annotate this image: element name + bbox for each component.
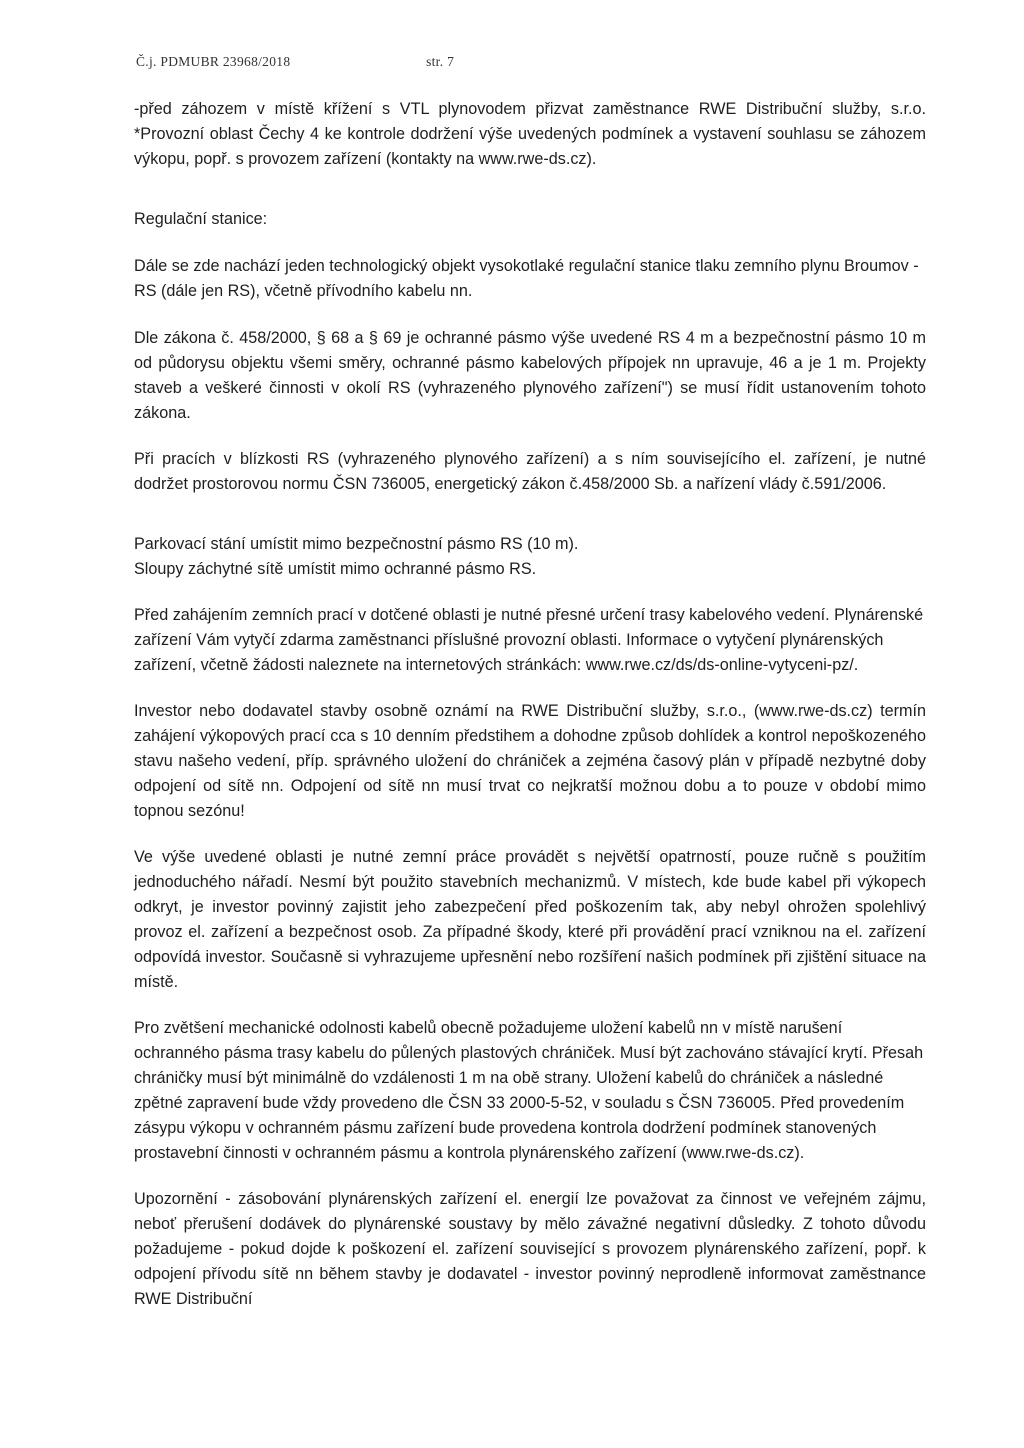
- paragraph-cable-protection: Pro zvětšení mechanické odolnosti kabelů obecně požadujeme uložení kabelů nn v místě narušení ochranného pásma trasy kabelu do půlených plastových chrániček. Musí být zachováno stávající krytí. Přesah chráničky musí být minimálně do vzdálenosti 1 m na obě strany. Uložení kabelů do chrániček a následné zpětné zapravení bude vždy provedeno dle ČSN 33 2000-5-52, v souladu s ČSN 736005. Před provedením zásypu výkopu v ochranném pásmu zařízení bude provedena kontrola dodržení podmínek stanovených prostavební činnosti v ochranném pásmu a kontrola plynárenského zařízení (www.rwe-ds.cz).: [134, 1019, 924, 1162]
- paragraph-warning-supply: Upozornění - zásobování plynárenských zařízení el. energií lze považovat za činnost ve veřejném zájmu, neboť přerušení dodávek do plynárenské soustavy by mělo závažné negativní důsledky. Z tohoto důvodu požadujeme - pokud dojde k poškození el. zařízení související s provozem plynárenského zařízení, popř. k odpojení přívodu sítě nn během stavby je dodavatel - investor povinný neprodleně informovat zaměstnance RWE Distribuční: [134, 1190, 926, 1308]
- paragraph-station-description: Dále se zde nachází jeden technologický objekt vysokotlaké regulační stanice tlaku zemního plynu Broumov - RS (dále jen RS), včetně přívodního kabelu nn.: [134, 257, 919, 300]
- document-reference: Č.j. PDMUBR 23968/2018: [136, 54, 291, 69]
- paragraph-safety-net-poles: Sloupy záchytné sítě umístit mimo ochranné pásmo RS.: [134, 560, 537, 578]
- document-body: [134, 97, 926, 1312]
- page-header: [136, 54, 454, 70]
- paragraph-work-near-rs: Při pracích v blízkosti RS (vyhrazeného plynového zařízení) a s ním souvisejícího el. zařízení, je nutné dodržet prostorovou normu ČSN 736005, energetický zákon č.458/2000 Sb. a nařízení vlády č.591/2006.: [134, 450, 926, 493]
- page-number: str. 7: [426, 54, 455, 69]
- paragraph-intro-inspection: -před záhozem v místě křížení s VTL plynovodem přizvat zaměstnance RWE Distribuční služby, s.r.o. *Provozní oblast Čechy 4 ke kontrole dodržení výše uvedených podmínek a vystavení souhlasu se záhozem výkopu, popř. s provozem zařízení (kontakty na www.rwe-ds.cz).: [134, 100, 926, 168]
- section-heading-regulation-station: Regulační stanice:: [134, 210, 268, 228]
- paragraph-protection-zone-law: Dle zákona č. 458/2000, § 68 a § 69 je ochranné pásmo výše uvedené RS 4 m a bezpečnostní pásmo 10 m od půdorysu objektu všemi směry, ochranné pásmo kabelových přípojek nn upravuje, 46 a je 1 m. Projekty staveb a veškeré činnosti v okolí RS (vyhrazeného plynového zařízení") se musí řídit ustanovením tohoto zákona.: [134, 329, 926, 422]
- paragraph-investor-notice: Investor nebo dodavatel stavby osobně oznámí na RWE Distribuční služby, s.r.o., (www.rwe-ds.cz) termín zahájení výkopových prací cca s 10 denním předstihem a dohodne způsob dohlídek a kontrol nepoškozeného stavu našeho vedení, příp. správného uložení do chrániček a zejména časový plán v případě nezbytné doby odpojení od sítě nn. Odpojení od sítě nn musí trvat co nejkratší možnou dobu a to pouze v období mimo topnou sezónu!: [134, 702, 926, 820]
- paragraph-parking: Parkovací stání umístit mimo bezpečnostní pásmo RS (10 m).: [134, 535, 579, 553]
- paragraph-cable-routing: Před zahájením zemních prací v dotčené oblasti je nutné přesné určení trasy kabelového vedení. Plynárenské zařízení Vám vytyčí zdarma zaměstnanci příslušné provozní oblasti. Informace o vytyčení plynárenských zařízení, včetně žádosti naleznete na internetových stránkách: www.rwe.cz/ds/ds-online-vytyceni-pz/.: [134, 606, 924, 674]
- paragraph-excavation-care: Ve výše uvedené oblasti je nutné zemní práce provádět s největší opatrností, pouze ručně s použitím jednoduchého nářadí. Nesmí být použito stavebních mechanizmů. V místech, kde bude kabel při výkopech odkryt, je investor povinný zajistit jeho zabezpečení před poškozením tak, aby nebyl ohrožen spolehlivý provoz el. zařízení a bezpečnost osob. Za případné škody, které při provádění prací vzniknou na el. zařízení odpovídá investor. Současně si vyhrazujeme upřesnění nebo rozšíření našich podmínek při zjištění situace na místě.: [134, 848, 926, 991]
